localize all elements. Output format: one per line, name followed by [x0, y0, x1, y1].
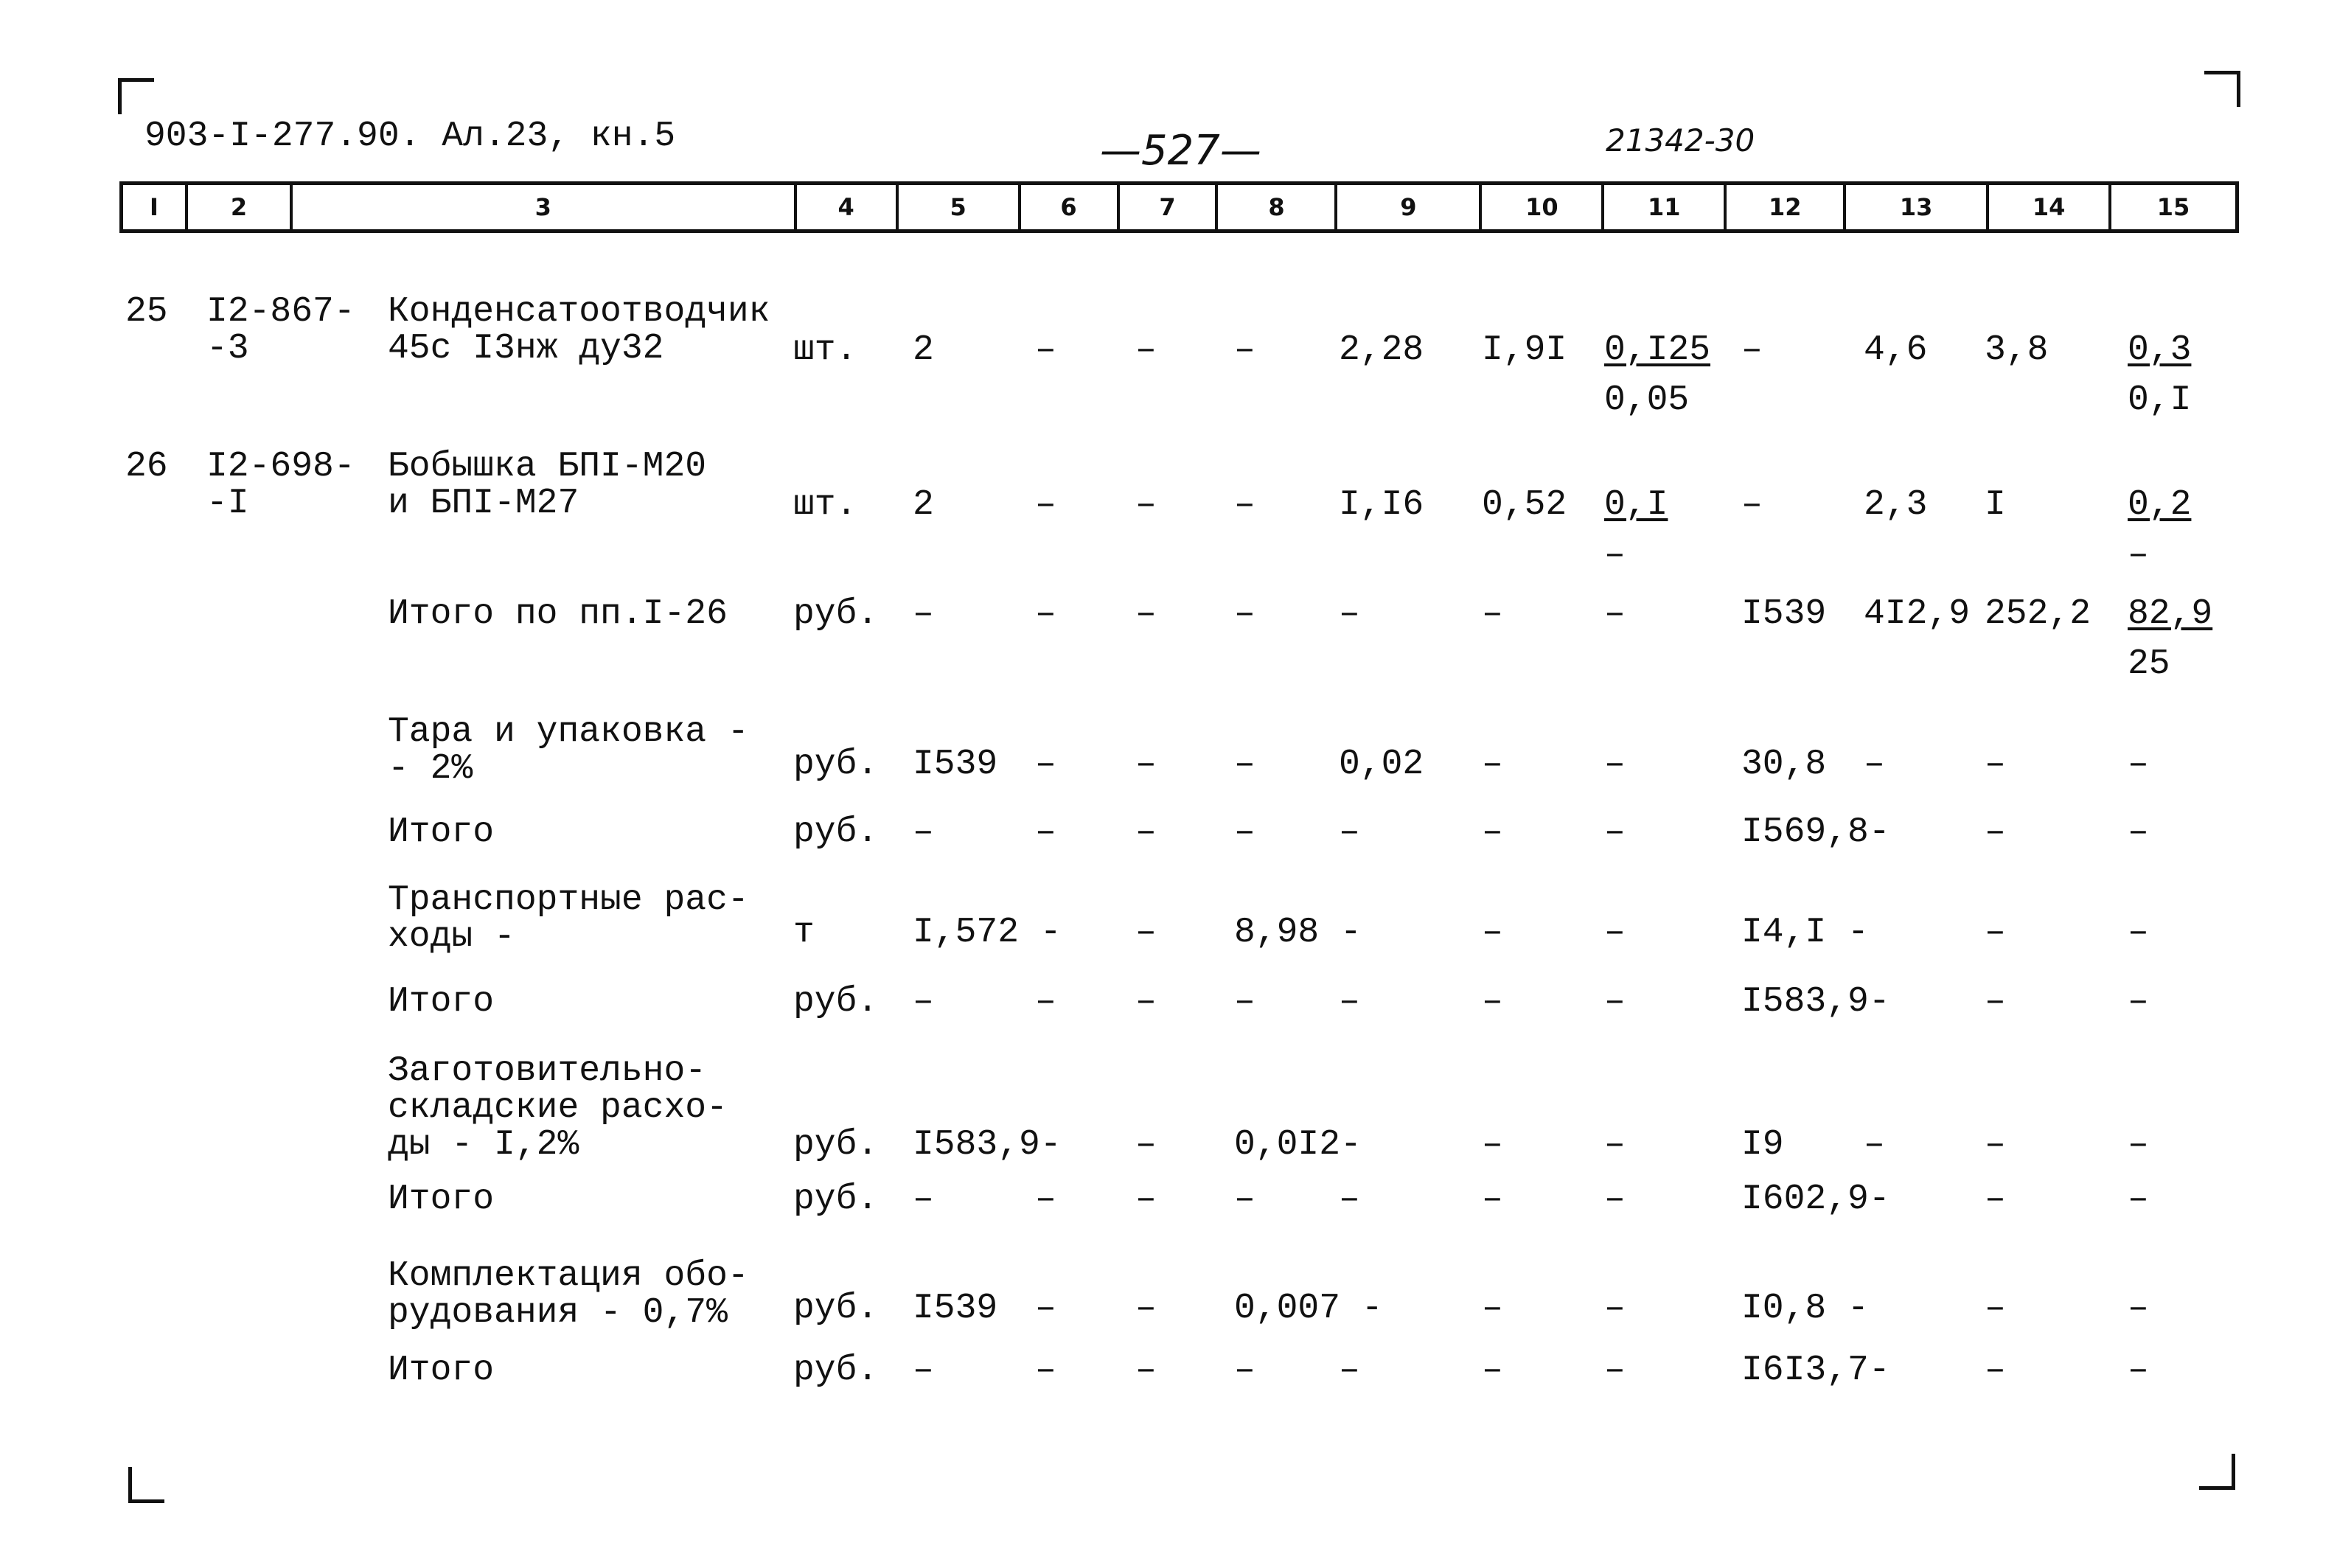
cell-col-9: I,I6 — [1339, 485, 1424, 525]
cell-col-7: – — [1135, 594, 1157, 634]
cell-col-11: 0,I — [1604, 485, 1668, 525]
cell-col-3: Транспортные рас- ходы - — [388, 880, 749, 957]
cell-col-5: – — [913, 812, 934, 852]
archive-stamp-number: 21342-30 — [1606, 122, 1755, 158]
cell-col-14: – — [1985, 1180, 2006, 1219]
cell-col-13: – — [1864, 1125, 1885, 1165]
cell-col-7: – — [1135, 982, 1157, 1022]
cell-col-3: Итого — [388, 982, 495, 1022]
cell-col-4: руб. — [793, 1351, 879, 1390]
cell-col-8: – — [1234, 1180, 1255, 1219]
cell-col-9: – — [1339, 982, 1360, 1022]
cell-col-4: руб. — [793, 1180, 879, 1219]
cell-col-4: руб. — [793, 1289, 879, 1328]
cell-col-4: руб. — [793, 1125, 879, 1165]
cell-col-4: руб. — [793, 982, 879, 1022]
cell-col-6: – — [1035, 1289, 1056, 1328]
cell-col-12: I9 — [1741, 1125, 1784, 1165]
cell-col-10: – — [1482, 812, 1503, 852]
cell-col-9: – — [1339, 594, 1360, 634]
cell-col-15: – — [2128, 982, 2149, 1022]
cell-col-15: – — [2128, 1180, 2149, 1219]
cell-col-6: – — [1035, 485, 1056, 525]
cell-col-4: шт. — [793, 485, 857, 525]
cell-col-15: – — [2128, 745, 2149, 784]
cell-col-8: – — [1234, 982, 1255, 1022]
cell-col-9: – — [1339, 812, 1360, 852]
column-header-12: 12 — [1727, 185, 1846, 229]
cell-col-11: – — [1604, 594, 1626, 634]
cell-col-3: Тара и упаковка - - 2% — [388, 712, 749, 789]
cell-col-8: – — [1234, 330, 1255, 370]
corner-mark-top-left — [118, 78, 154, 114]
column-header-13: 13 — [1846, 185, 1989, 229]
cell-col-14: – — [1985, 1351, 2006, 1390]
cell-col-13: – — [1864, 745, 1885, 784]
cell-col-5: I,572 - — [913, 913, 1062, 952]
cell-col-13: 2,3 — [1864, 485, 1928, 525]
cell-col-2: I2-867- -3 — [206, 292, 355, 369]
page-number: —527— — [1100, 127, 1261, 175]
cell-col-1: 26 — [125, 447, 168, 487]
column-header-7: 7 — [1120, 185, 1219, 229]
cell-col-8: – — [1234, 1351, 1255, 1390]
cell-col-14: 252,2 — [1985, 594, 2091, 634]
cell-col-15: – — [2128, 1351, 2149, 1390]
cell-col-10: – — [1482, 1180, 1503, 1219]
cell-col-15-second-line: 0,I — [2128, 380, 2192, 420]
cell-col-15: – — [2128, 913, 2149, 952]
corner-mark-top-right — [2204, 71, 2240, 107]
cell-col-11: 0,I25 — [1604, 330, 1711, 370]
cell-col-8: 0,0I2- — [1234, 1125, 1362, 1165]
cell-col-10: – — [1482, 745, 1503, 784]
cell-col-4: шт. — [793, 330, 857, 370]
cell-col-10: – — [1482, 1125, 1503, 1165]
cell-col-6: – — [1035, 982, 1056, 1022]
cell-col-5: I539 — [913, 1289, 998, 1328]
cell-col-7: – — [1135, 485, 1157, 525]
cell-col-15-second-line: 25 — [2128, 644, 2170, 684]
cell-col-11-second-line: 0,05 — [1604, 380, 1690, 420]
cell-col-11: – — [1604, 1125, 1626, 1165]
cell-col-7: – — [1135, 1289, 1157, 1328]
cell-col-3: Итого — [388, 1180, 495, 1219]
cell-col-5: – — [913, 982, 934, 1022]
cell-col-7: – — [1135, 1180, 1157, 1219]
cell-col-5: 2 — [913, 330, 934, 370]
column-header-11: 11 — [1604, 185, 1727, 229]
cell-col-14: – — [1985, 1289, 2006, 1328]
cell-col-4: руб. — [793, 745, 879, 784]
cell-col-3: Итого — [388, 1351, 495, 1390]
column-header-9: 9 — [1337, 185, 1482, 229]
cell-col-12: I602,9- — [1741, 1180, 1890, 1219]
cell-col-5: – — [913, 1351, 934, 1390]
cell-col-12: 30,8 — [1741, 745, 1827, 784]
cell-col-3: Итого — [388, 812, 495, 852]
cell-col-11: – — [1604, 913, 1626, 952]
cell-col-14: – — [1985, 812, 2006, 852]
cell-col-5: – — [913, 594, 934, 634]
cell-col-15-second-line: – — [2128, 535, 2149, 575]
cell-col-15: 0,2 — [2128, 485, 2192, 525]
cell-col-10: – — [1482, 1289, 1503, 1328]
cell-col-14: I — [1985, 485, 2006, 525]
cell-col-4: руб. — [793, 594, 879, 634]
cell-col-10: – — [1482, 913, 1503, 952]
cell-col-6: – — [1035, 745, 1056, 784]
cell-col-5: – — [913, 1180, 934, 1219]
corner-mark-bottom-left — [128, 1467, 164, 1503]
cell-col-13: 4,6 — [1864, 330, 1928, 370]
column-header-15: 15 — [2156, 193, 2190, 221]
cell-col-14: – — [1985, 913, 2006, 952]
cell-col-10: 0,52 — [1482, 485, 1567, 525]
cell-col-12: – — [1741, 485, 1763, 525]
cell-col-9: – — [1339, 1180, 1360, 1219]
cell-col-4: т — [793, 913, 815, 952]
column-header-2: 2 — [188, 185, 293, 229]
cell-col-10: – — [1482, 982, 1503, 1022]
cell-col-7: – — [1135, 812, 1157, 852]
cell-col-12: I539 — [1741, 594, 1827, 634]
column-number-header — [119, 181, 2239, 233]
cell-col-7: – — [1135, 745, 1157, 784]
cell-col-5: I539 — [913, 745, 998, 784]
cell-col-11: – — [1604, 1289, 1626, 1328]
column-header-8: 8 — [1218, 185, 1337, 229]
cell-col-8: 0,007 - — [1234, 1289, 1383, 1328]
cell-col-3: Итого по пп.I-26 — [388, 594, 728, 634]
cell-col-5: 2 — [913, 485, 934, 525]
cell-col-7: – — [1135, 1125, 1157, 1165]
cell-col-7: – — [1135, 1351, 1157, 1390]
cell-col-6: – — [1035, 1351, 1056, 1390]
corner-mark-bottom-right — [2199, 1454, 2235, 1490]
cell-col-1: 25 — [125, 292, 168, 332]
cell-col-8: – — [1234, 594, 1255, 634]
cell-col-12: I0,8 - — [1741, 1289, 1869, 1328]
cell-col-11: – — [1604, 1351, 1626, 1390]
cell-col-9: 0,02 — [1339, 745, 1424, 784]
cell-col-14: – — [1985, 745, 2006, 784]
cell-col-3: Бобышка БПI-M20 и БПI-M27 — [388, 447, 707, 523]
cell-col-15: – — [2128, 1125, 2149, 1165]
cell-col-8: 8,98 - — [1234, 913, 1362, 952]
cell-col-14: 3,8 — [1985, 330, 2049, 370]
cell-col-14: – — [1985, 1125, 2006, 1165]
cell-col-12: I6I3,7- — [1741, 1351, 1890, 1390]
cell-col-8: – — [1234, 745, 1255, 784]
column-header-6: 6 — [1021, 185, 1120, 229]
cell-col-12: I569,8- — [1741, 812, 1890, 852]
cell-col-12: I4,I - — [1741, 913, 1869, 952]
cell-col-13: 4I2,9 — [1864, 594, 1971, 634]
cell-col-10: I,9I — [1482, 330, 1567, 370]
cell-col-3: Заготовительно- складские расхо- ды - I,2% — [388, 1051, 728, 1165]
cell-col-9: – — [1339, 1351, 1360, 1390]
cell-col-15: 82,9 — [2128, 594, 2213, 634]
cell-col-11: – — [1604, 982, 1626, 1022]
column-header-3: 3 — [293, 185, 797, 229]
column-header-14: 14 — [1989, 185, 2111, 229]
cell-col-11: – — [1604, 812, 1626, 852]
cell-col-11-second-line: – — [1604, 535, 1626, 575]
cell-col-3: Конденсатоотводчик 45с I3нж ду32 — [388, 292, 770, 369]
cell-col-3: Комплектация обо- рудования - 0,7% — [388, 1256, 749, 1333]
cell-col-10: – — [1482, 1351, 1503, 1390]
column-header-10: 10 — [1482, 185, 1604, 229]
cell-col-6: – — [1035, 330, 1056, 370]
cell-col-15: – — [2128, 812, 2149, 852]
cell-col-7: – — [1135, 913, 1157, 952]
cell-col-6: – — [1035, 812, 1056, 852]
cell-col-6: – — [1035, 1180, 1056, 1219]
cell-col-15: – — [2128, 1289, 2149, 1328]
cell-col-6: – — [1035, 594, 1056, 634]
cell-col-9: 2,28 — [1339, 330, 1424, 370]
cell-col-7: – — [1135, 330, 1157, 370]
column-header-1: I — [123, 185, 188, 229]
cell-col-15: 0,3 — [2128, 330, 2192, 370]
cell-col-4: руб. — [793, 812, 879, 852]
cell-col-12: – — [1741, 330, 1763, 370]
column-header-4: 4 — [797, 185, 899, 229]
cell-col-8: – — [1234, 812, 1255, 852]
cell-col-2: I2-698- -I — [206, 447, 355, 523]
cell-col-11: – — [1604, 1180, 1626, 1219]
cell-col-11: – — [1604, 745, 1626, 784]
cell-col-5: I583,9- — [913, 1125, 1062, 1165]
cell-col-10: – — [1482, 594, 1503, 634]
cell-col-14: – — [1985, 982, 2006, 1022]
column-header-5: 5 — [899, 185, 1021, 229]
cell-col-12: I583,9- — [1741, 982, 1890, 1022]
document-code: 903-I-277.90. Ал.23, кн.5 — [144, 116, 676, 156]
cell-col-8: – — [1234, 485, 1255, 525]
